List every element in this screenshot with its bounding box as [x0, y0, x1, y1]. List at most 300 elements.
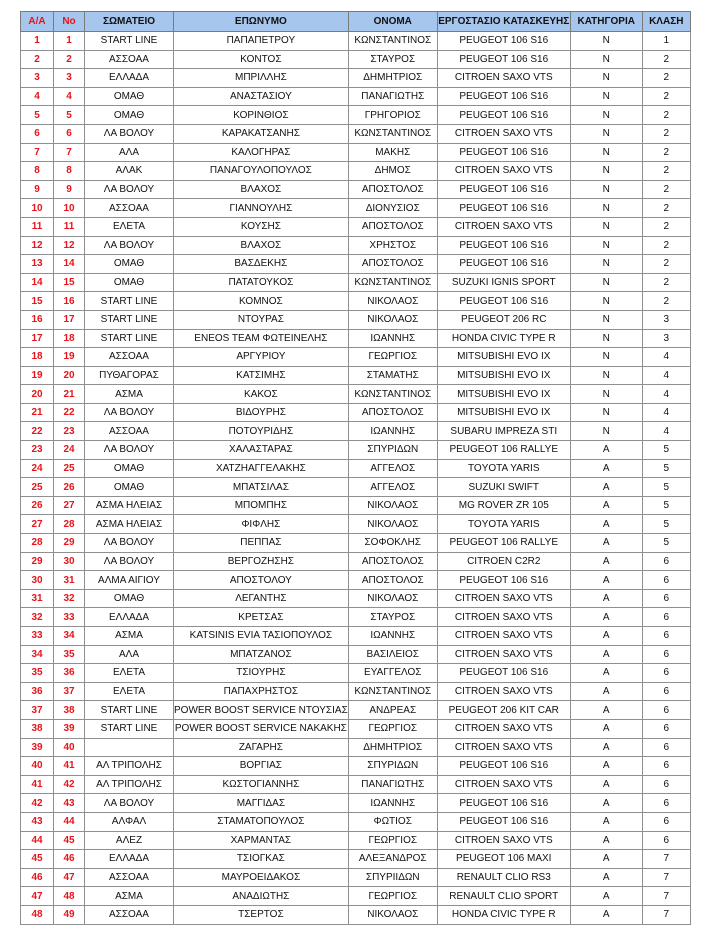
cell-surname: ΚΡΕΤΣΑΣ — [174, 608, 349, 627]
cell-category: N — [570, 310, 642, 329]
cell-aa: 48 — [21, 905, 54, 924]
cell-class: 2 — [642, 143, 690, 162]
cell-first-name: ΓΡΗΓΟΡΙΟΣ — [348, 106, 437, 125]
cell-manufacturer: MG ROVER ZR 105 — [437, 496, 570, 515]
cell-club: ΛΑ ΒΟΛΟΥ — [85, 236, 174, 255]
cell-first-name: ΑΠΟΣΤΟΛΟΣ — [348, 403, 437, 422]
cell-class: 6 — [642, 608, 690, 627]
cell-no: 21 — [54, 385, 85, 404]
cell-manufacturer: PEUGEOT 106 S16 — [437, 571, 570, 590]
cell-category: N — [570, 403, 642, 422]
cell-category: A — [570, 664, 642, 683]
cell-aa: 46 — [21, 868, 54, 887]
table-row — [21, 366, 691, 385]
table-row — [21, 385, 691, 404]
cell-class: 2 — [642, 87, 690, 106]
cell-surname: ΜΠΑΤΖΑΝΟΣ — [174, 645, 349, 664]
cell-manufacturer: RENAULT CLIO RS3 — [437, 868, 570, 887]
cell-first-name: ΓΕΩΡΓΙΟΣ — [348, 831, 437, 850]
cell-club: ΕΛΕΤΑ — [85, 664, 174, 683]
table-row — [21, 459, 691, 478]
cell-manufacturer: PEUGEOT 106 S16 — [437, 794, 570, 813]
cell-no: 18 — [54, 329, 85, 348]
cell-class: 3 — [642, 310, 690, 329]
cell-category: N — [570, 50, 642, 69]
cell-club: ΑΛΑ — [85, 645, 174, 664]
cell-manufacturer: CITROEN SAXO VTS — [437, 719, 570, 738]
cell-surname: ΤΣΙΟΥΡΗΣ — [174, 664, 349, 683]
table-row — [21, 775, 691, 794]
cell-surname: ΒΟΡΓΙΑΣ — [174, 757, 349, 776]
table-row — [21, 812, 691, 831]
cell-category: A — [570, 775, 642, 794]
cell-club: ΟΜΑΘ — [85, 106, 174, 125]
cell-first-name: ΕΥΑΓΓΕΛΟΣ — [348, 664, 437, 683]
table-row — [21, 515, 691, 534]
cell-category: N — [570, 69, 642, 88]
cell-club: ΟΜΑΘ — [85, 459, 174, 478]
cell-class: 6 — [642, 664, 690, 683]
cell-no: 20 — [54, 366, 85, 385]
cell-no: 38 — [54, 701, 85, 720]
cell-first-name: ΣΠΥΡΙΔΩΝ — [348, 757, 437, 776]
cell-club: ΑΣΜΑ — [85, 385, 174, 404]
cell-no: 26 — [54, 478, 85, 497]
cell-category: A — [570, 868, 642, 887]
cell-manufacturer: CITROEN SAXO VTS — [437, 162, 570, 181]
cell-no: 35 — [54, 645, 85, 664]
cell-category: A — [570, 608, 642, 627]
cell-aa: 25 — [21, 478, 54, 497]
cell-category: A — [570, 850, 642, 869]
cell-aa: 38 — [21, 719, 54, 738]
cell-club: ΕΛΕΤΑ — [85, 217, 174, 236]
cell-first-name: ΑΠΟΣΤΟΛΟΣ — [348, 180, 437, 199]
table-row — [21, 478, 691, 497]
cell-no: 25 — [54, 459, 85, 478]
cell-class: 2 — [642, 199, 690, 218]
cell-surname: ΣΤΑΜΑΤΟΠΟΥΛΟΣ — [174, 812, 349, 831]
table-row — [21, 850, 691, 869]
cell-manufacturer: PEUGEOT 106 S16 — [437, 199, 570, 218]
cell-no: 48 — [54, 887, 85, 906]
cell-first-name: ΚΩΝΣΤΑΝΤΙΝΟΣ — [348, 32, 437, 51]
cell-category: A — [570, 441, 642, 460]
cell-club: ΑΛ ΤΡΙΠΟΛΗΣ — [85, 757, 174, 776]
cell-no: 24 — [54, 441, 85, 460]
cell-surname: ΧΑΤΖΗΑΓΓΕΛΑΚΗΣ — [174, 459, 349, 478]
cell-club: ΛΑ ΒΟΛΟΥ — [85, 124, 174, 143]
cell-class: 6 — [642, 701, 690, 720]
cell-club: ΑΣΜΑ — [85, 887, 174, 906]
cell-aa: 27 — [21, 515, 54, 534]
cell-category: A — [570, 701, 642, 720]
table-row — [21, 199, 691, 218]
cell-aa: 22 — [21, 422, 54, 441]
cell-manufacturer: HONDA CIVIC TYPE R — [437, 329, 570, 348]
cell-first-name: ΣΠΥΡΙΙΔΩΝ — [348, 868, 437, 887]
cell-no: 23 — [54, 422, 85, 441]
cell-first-name: ΝΙΚΟΛΑΟΣ — [348, 515, 437, 534]
cell-class: 3 — [642, 329, 690, 348]
table-row — [21, 701, 691, 720]
cell-club: ΑΛΑΚ — [85, 162, 174, 181]
cell-no: 39 — [54, 719, 85, 738]
cell-manufacturer: PEUGEOT 106 S16 — [437, 50, 570, 69]
cell-class: 6 — [642, 627, 690, 646]
cell-surname: ΜΠΡΙΛΛΗΣ — [174, 69, 349, 88]
cell-surname: ΠΑΝΑΓΟΥΛΟΠΟΥΛΟΣ — [174, 162, 349, 181]
cell-class: 6 — [642, 812, 690, 831]
cell-club: ΛΑ ΒΟΛΟΥ — [85, 794, 174, 813]
cell-aa: 31 — [21, 589, 54, 608]
cell-no: 34 — [54, 627, 85, 646]
cell-club: START LINE — [85, 292, 174, 311]
cell-club: ΕΛΕΤΑ — [85, 682, 174, 701]
cell-first-name: ΚΩΝΣΤΑΝΤΙΝΟΣ — [348, 385, 437, 404]
cell-surname: ΜΑΥΡΟΕΙΔΑΚΟΣ — [174, 868, 349, 887]
cell-manufacturer: HONDA CIVIC TYPE R — [437, 905, 570, 924]
cell-no: 46 — [54, 850, 85, 869]
cell-aa: 15 — [21, 292, 54, 311]
cell-manufacturer: PEUGEOT 106 MAXI — [437, 850, 570, 869]
cell-club: ΟΜΑΘ — [85, 589, 174, 608]
cell-class: 6 — [642, 775, 690, 794]
table-row — [21, 236, 691, 255]
cell-category: A — [570, 738, 642, 757]
cell-no: 9 — [54, 180, 85, 199]
cell-no: 47 — [54, 868, 85, 887]
cell-category: N — [570, 236, 642, 255]
cell-first-name: ΝΙΚΟΛΑΟΣ — [348, 292, 437, 311]
cell-surname: ΚΟΡΙΝΘΙΟΣ — [174, 106, 349, 125]
cell-no: 42 — [54, 775, 85, 794]
cell-manufacturer: CITROEN SAXO VTS — [437, 124, 570, 143]
table-row — [21, 496, 691, 515]
cell-manufacturer: PEUGEOT 106 S16 — [437, 664, 570, 683]
cell-aa: 14 — [21, 273, 54, 292]
cell-class: 4 — [642, 403, 690, 422]
cell-club: START LINE — [85, 329, 174, 348]
cell-manufacturer: PEUGEOT 206 RC — [437, 310, 570, 329]
cell-no: 29 — [54, 534, 85, 553]
cell-manufacturer: CITROEN SAXO VTS — [437, 738, 570, 757]
cell-first-name: ΔΗΜΗΤΡΙΟΣ — [348, 69, 437, 88]
table-row — [21, 757, 691, 776]
cell-aa: 28 — [21, 534, 54, 553]
cell-class: 2 — [642, 273, 690, 292]
cell-manufacturer: MITSUBISHI EVO IX — [437, 348, 570, 367]
cell-club: ΟΜΑΘ — [85, 273, 174, 292]
cell-first-name: ΙΩΑΝΝΗΣ — [348, 422, 437, 441]
cell-class: 2 — [642, 236, 690, 255]
cell-first-name: ΓΕΩΡΓΙΟΣ — [348, 348, 437, 367]
cell-manufacturer: PEUGEOT 106 S16 — [437, 32, 570, 51]
cell-no: 10 — [54, 199, 85, 218]
cell-surname: ΜΑΓΓΙΔΑΣ — [174, 794, 349, 813]
cell-no: 1 — [54, 32, 85, 51]
cell-no: 11 — [54, 217, 85, 236]
cell-first-name: ΧΡΗΣΤΟΣ — [348, 236, 437, 255]
cell-surname: ΠΑΠΑΠΕΤΡΟΥ — [174, 32, 349, 51]
cell-first-name: ΦΩΤΙΟΣ — [348, 812, 437, 831]
cell-aa: 4 — [21, 87, 54, 106]
cell-category: A — [570, 515, 642, 534]
cell-aa: 5 — [21, 106, 54, 125]
cell-club: ΕΛΛΑΔΑ — [85, 850, 174, 869]
cell-class: 5 — [642, 496, 690, 515]
table-row — [21, 627, 691, 646]
cell-aa: 32 — [21, 608, 54, 627]
cell-aa: 19 — [21, 366, 54, 385]
cell-aa: 13 — [21, 255, 54, 274]
cell-manufacturer: PEUGEOT 106 RALLYE — [437, 441, 570, 460]
cell-manufacturer: PEUGEOT 106 S16 — [437, 757, 570, 776]
cell-no: 30 — [54, 552, 85, 571]
cell-class: 6 — [642, 794, 690, 813]
table-row — [21, 87, 691, 106]
cell-class: 6 — [642, 682, 690, 701]
table-row — [21, 422, 691, 441]
cell-first-name: ΑΠΟΣΤΟΛΟΣ — [348, 571, 437, 590]
cell-surname: ΚΩΣΤΟΓΙΑΝΝΗΣ — [174, 775, 349, 794]
cell-class: 4 — [642, 385, 690, 404]
table-row — [21, 310, 691, 329]
header-category: ΚΑΤΗΓΟΡΙΑ — [570, 12, 642, 32]
cell-manufacturer: PEUGEOT 106 S16 — [437, 812, 570, 831]
cell-aa: 37 — [21, 701, 54, 720]
header-club: ΣΩΜΑΤΕΙΟ — [85, 12, 174, 32]
cell-class: 2 — [642, 162, 690, 181]
cell-aa: 29 — [21, 552, 54, 571]
cell-club: ΑΣΜΑ ΗΛΕΙΑΣ — [85, 496, 174, 515]
cell-aa: 30 — [21, 571, 54, 590]
cell-club: ΑΛΑ — [85, 143, 174, 162]
cell-first-name: ΠΑΝΑΓΙΩΤΗΣ — [348, 775, 437, 794]
cell-club: ΑΣΜΑ — [85, 627, 174, 646]
cell-category: A — [570, 552, 642, 571]
cell-first-name: ΣΟΦΟΚΛΗΣ — [348, 534, 437, 553]
cell-first-name: ΑΠΟΣΤΟΛΟΣ — [348, 255, 437, 274]
cell-aa: 23 — [21, 441, 54, 460]
cell-no: 7 — [54, 143, 85, 162]
cell-category: A — [570, 534, 642, 553]
entry-list-table — [20, 11, 691, 925]
cell-aa: 40 — [21, 757, 54, 776]
cell-surname: ΑΝΑΔΙΩΤΗΣ — [174, 887, 349, 906]
cell-first-name: ΣΤΑΥΡΟΣ — [348, 608, 437, 627]
cell-first-name: ΓΕΩΡΓΙΟΣ — [348, 887, 437, 906]
cell-aa: 7 — [21, 143, 54, 162]
cell-manufacturer: MITSUBISHI EVO IX — [437, 403, 570, 422]
cell-surname: ΤΣΕΡΤΟΣ — [174, 905, 349, 924]
cell-club: ΠΥΘΑΓΟΡΑΣ — [85, 366, 174, 385]
table-row — [21, 664, 691, 683]
cell-first-name: ΝΙΚΟΛΑΟΣ — [348, 589, 437, 608]
cell-first-name: ΓΕΩΡΓΙΟΣ — [348, 719, 437, 738]
cell-club: ΛΑ ΒΟΛΟΥ — [85, 534, 174, 553]
cell-aa: 26 — [21, 496, 54, 515]
cell-first-name: ΝΙΚΟΛΑΟΣ — [348, 905, 437, 924]
cell-no: 27 — [54, 496, 85, 515]
cell-first-name: ΚΩΝΣΤΑΝΤΙΝΟΣ — [348, 124, 437, 143]
cell-no: 36 — [54, 664, 85, 683]
cell-no: 16 — [54, 292, 85, 311]
cell-first-name: ΠΑΝΑΓΙΩΤΗΣ — [348, 87, 437, 106]
cell-surname: ΒΛΑΧΟΣ — [174, 180, 349, 199]
cell-no: 45 — [54, 831, 85, 850]
cell-club: ΛΑ ΒΟΛΟΥ — [85, 403, 174, 422]
cell-surname: ΚΑΡΑΚΑΤΣΑΝΗΣ — [174, 124, 349, 143]
cell-category: A — [570, 589, 642, 608]
cell-class: 4 — [642, 366, 690, 385]
cell-class: 5 — [642, 441, 690, 460]
cell-surname: ΒΑΣΔΕΚΗΣ — [174, 255, 349, 274]
cell-first-name: ΙΩΑΝΝΗΣ — [348, 794, 437, 813]
cell-first-name: ΚΩΝΣΤΑΝΤΙΝΟΣ — [348, 273, 437, 292]
cell-surname: ΜΠΟΜΠΗΣ — [174, 496, 349, 515]
cell-category: N — [570, 32, 642, 51]
cell-no: 6 — [54, 124, 85, 143]
table-row — [21, 329, 691, 348]
cell-category: A — [570, 496, 642, 515]
cell-category: A — [570, 831, 642, 850]
cell-aa: 39 — [21, 738, 54, 757]
cell-no: 2 — [54, 50, 85, 69]
cell-surname: ΧΑΡΜΑΝΤΑΣ — [174, 831, 349, 850]
cell-category: A — [570, 719, 642, 738]
cell-surname: POWER BOOST SERVICE ΝΤΟΥΣΙΑΣ — [174, 701, 349, 720]
cell-manufacturer: CITROEN SAXO VTS — [437, 589, 570, 608]
cell-no: 4 — [54, 87, 85, 106]
cell-surname: ΧΑΛΑΣΤΑΡΑΣ — [174, 441, 349, 460]
cell-club: ΑΣΣΟΑΑ — [85, 348, 174, 367]
cell-category: A — [570, 887, 642, 906]
cell-surname: ΓΙΑΝΝΟΥΛΗΣ — [174, 199, 349, 218]
cell-manufacturer: PEUGEOT 106 S16 — [437, 255, 570, 274]
cell-class: 6 — [642, 719, 690, 738]
cell-first-name: ΝΙΚΟΛΑΟΣ — [348, 496, 437, 515]
cell-category: N — [570, 329, 642, 348]
cell-aa: 3 — [21, 69, 54, 88]
cell-manufacturer: CITROEN SAXO VTS — [437, 217, 570, 236]
cell-category: N — [570, 124, 642, 143]
table-body — [21, 32, 691, 925]
cell-class: 6 — [642, 571, 690, 590]
table-row — [21, 180, 691, 199]
cell-surname: KATSINIS EVIA ΤΑΣΙΟΠΟΥΛΟΣ — [174, 627, 349, 646]
table-row — [21, 403, 691, 422]
table-row — [21, 552, 691, 571]
cell-club: ΑΛ ΤΡΙΠΟΛΗΣ — [85, 775, 174, 794]
cell-no: 37 — [54, 682, 85, 701]
table-row — [21, 682, 691, 701]
cell-first-name: ΑΓΓΕΛΟΣ — [348, 459, 437, 478]
cell-manufacturer: CITROEN SAXO VTS — [437, 645, 570, 664]
cell-no: 31 — [54, 571, 85, 590]
cell-manufacturer: PEUGEOT 106 S16 — [437, 292, 570, 311]
cell-aa: 20 — [21, 385, 54, 404]
cell-category: N — [570, 385, 642, 404]
cell-category: N — [570, 106, 642, 125]
cell-first-name: ΙΩΑΝΝΗΣ — [348, 627, 437, 646]
cell-aa: 9 — [21, 180, 54, 199]
cell-class: 1 — [642, 32, 690, 51]
cell-first-name: ΔΗΜΗΤΡΙΟΣ — [348, 738, 437, 757]
cell-class: 4 — [642, 422, 690, 441]
cell-class: 2 — [642, 255, 690, 274]
cell-no: 44 — [54, 812, 85, 831]
table-row — [21, 868, 691, 887]
table-row — [21, 645, 691, 664]
cell-no: 32 — [54, 589, 85, 608]
cell-aa: 17 — [21, 329, 54, 348]
table-row — [21, 50, 691, 69]
header-row — [21, 12, 691, 32]
cell-aa: 43 — [21, 812, 54, 831]
cell-category: A — [570, 645, 642, 664]
cell-no: 12 — [54, 236, 85, 255]
cell-aa: 35 — [21, 664, 54, 683]
table-row — [21, 255, 691, 274]
table-row — [21, 589, 691, 608]
cell-no: 28 — [54, 515, 85, 534]
cell-aa: 33 — [21, 627, 54, 646]
cell-surname: ΖΑΓΑΡΗΣ — [174, 738, 349, 757]
cell-category: N — [570, 292, 642, 311]
cell-club: ΑΣΜΑ ΗΛΕΙΑΣ — [85, 515, 174, 534]
cell-club: ΕΛΛΑΔΑ — [85, 69, 174, 88]
cell-class: 2 — [642, 50, 690, 69]
header-first-name: ΟΝΟΜΑ — [348, 12, 437, 32]
cell-class: 4 — [642, 348, 690, 367]
cell-surname: ENEOS TEAM ΦΩΤΕΙΝΕΛΗΣ — [174, 329, 349, 348]
cell-category: N — [570, 143, 642, 162]
cell-club: ΟΜΑΘ — [85, 478, 174, 497]
cell-no: 40 — [54, 738, 85, 757]
cell-club: START LINE — [85, 32, 174, 51]
cell-first-name: ΑΠΟΣΤΟΛΟΣ — [348, 217, 437, 236]
table-row — [21, 719, 691, 738]
cell-class: 6 — [642, 738, 690, 757]
cell-aa: 34 — [21, 645, 54, 664]
cell-no: 22 — [54, 403, 85, 422]
table-row — [21, 292, 691, 311]
table-row — [21, 217, 691, 236]
cell-surname: POWER BOOST SERVICE ΝΑΚΑΚΗΣ — [174, 719, 349, 738]
cell-class: 2 — [642, 69, 690, 88]
table-row — [21, 348, 691, 367]
cell-club: ΑΣΣΟΑΑ — [85, 905, 174, 924]
cell-first-name: ΣΤΑΥΡΟΣ — [348, 50, 437, 69]
table-row — [21, 905, 691, 924]
cell-first-name: ΙΩΑΝΝΗΣ — [348, 329, 437, 348]
cell-club: ΛΑ ΒΟΛΟΥ — [85, 441, 174, 460]
cell-club — [85, 738, 174, 757]
table-row — [21, 794, 691, 813]
cell-aa: 41 — [21, 775, 54, 794]
cell-club: START LINE — [85, 719, 174, 738]
cell-club: ΛΑ ΒΟΛΟΥ — [85, 552, 174, 571]
cell-category: N — [570, 162, 642, 181]
cell-category: A — [570, 812, 642, 831]
cell-surname: ΒΕΡΓΟΖΗΣΗΣ — [174, 552, 349, 571]
cell-club: ΟΜΑΘ — [85, 255, 174, 274]
cell-aa: 21 — [21, 403, 54, 422]
header-surname: ΕΠΩΝΥΜΟ — [174, 12, 349, 32]
cell-surname: ΠΕΠΠΑΣ — [174, 534, 349, 553]
cell-first-name: ΝΙΚΟΛΑΟΣ — [348, 310, 437, 329]
